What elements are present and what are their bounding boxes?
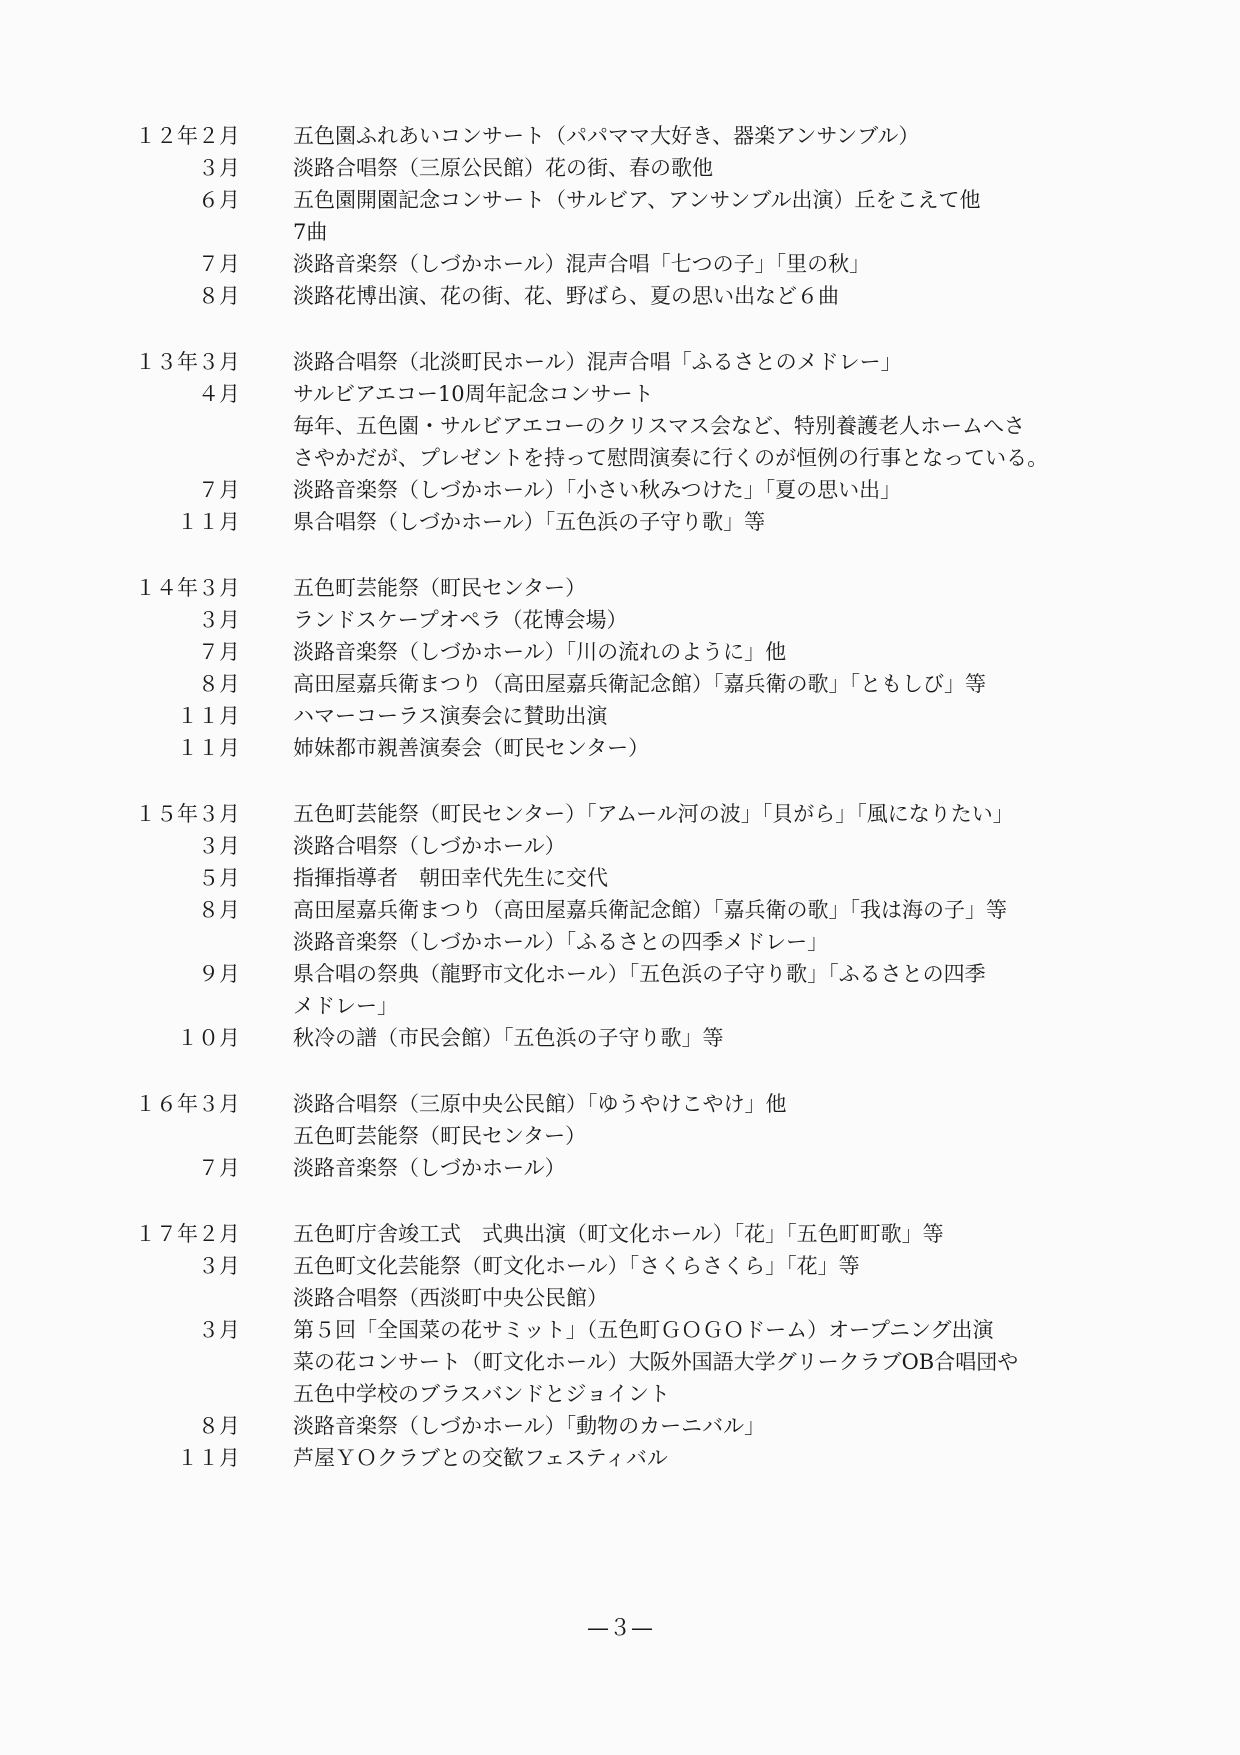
entry-text: 県合唱の祭典（龍野市文化ホール）「五色浜の子守り歌」「ふるさとの四季 — [293, 962, 986, 986]
entry-date: １４年３月 — [135, 576, 240, 600]
chronology-row — [0, 604, 1240, 636]
entry-text: 淡路音楽祭（しづかホール）「川の流れのように」他 — [293, 640, 787, 664]
entry-date: ３月 — [198, 1254, 240, 1278]
chronology-row — [0, 990, 1240, 1022]
entry-date: ９月 — [198, 962, 240, 986]
entry-date: １５年３月 — [135, 802, 240, 826]
entry-text: ハマーコーラス演奏会に賛助出演 — [293, 704, 608, 728]
entry-text: さやかだが、プレゼントを持って慰問演奏に行くのが恒例の行事となっている。 — [293, 446, 1049, 470]
entry-text: 高田屋嘉兵衛まつり（高田屋嘉兵衛記念館）「嘉兵衛の歌」「我は海の子」等 — [293, 898, 1007, 922]
entry-date: ７月 — [198, 478, 240, 502]
chronology-row — [0, 862, 1240, 894]
chronology-row — [0, 636, 1240, 668]
entry-date: ３月 — [198, 1318, 240, 1342]
chronology-row — [0, 378, 1240, 410]
entry-text: 淡路音楽祭（しづかホール）「ふるさとの四季メドレー」 — [293, 930, 829, 954]
entry-text: 秋冷の譜（市民会館）「五色浜の子守り歌」等 — [293, 1026, 724, 1050]
chronology-row — [0, 1120, 1240, 1152]
entry-date: ８月 — [198, 1414, 240, 1438]
entry-text: 淡路合唱祭（しづかホール） — [293, 834, 566, 858]
chronology-row — [0, 798, 1240, 830]
entry-text: 7曲 — [293, 220, 328, 244]
entry-date: ４月 — [198, 382, 240, 406]
entry-text: 淡路音楽祭（しづかホール）混声合唱「七つの子」「里の秋」 — [293, 252, 871, 276]
chronology-row — [0, 120, 1240, 152]
entry-text: 淡路音楽祭（しづかホール）「動物のカーニバル」 — [293, 1414, 766, 1438]
chronology-row — [0, 474, 1240, 506]
chronology-row — [0, 184, 1240, 216]
chronology-row — [0, 926, 1240, 958]
entry-date: １３年３月 — [135, 350, 240, 374]
chronology-row — [0, 216, 1240, 248]
entry-text: 五色町芸能祭（町民センター）「アムール河の波」「貝がら」「風になりたい」 — [293, 802, 1014, 826]
entry-date: ７月 — [198, 252, 240, 276]
entry-text: 五色園開園記念コンサート（サルビア、アンサンブル出演）丘をこえて他 — [293, 188, 981, 212]
entry-text: 淡路合唱祭（三原中央公民館）「ゆうやけこやけ」他 — [293, 1092, 787, 1116]
entry-date: ７月 — [198, 640, 240, 664]
entry-date: １７年２月 — [135, 1222, 240, 1246]
chronology-row — [0, 1410, 1240, 1442]
chronology-row — [0, 668, 1240, 700]
entry-text: 淡路合唱祭（西淡町中央公民館） — [293, 1286, 608, 1310]
entry-date: ８月 — [198, 284, 240, 308]
chronology-row — [0, 732, 1240, 764]
entry-text: 五色中学校のブラスバンドとジョイント — [293, 1382, 670, 1406]
entry-date: １１月 — [177, 704, 240, 728]
entry-date: ７月 — [198, 1156, 240, 1180]
entry-text: 第５回「全国菜の花サミット」（五色町ＧＯＧＯドーム）オープニング出演 — [293, 1318, 994, 1342]
chronology-row — [0, 442, 1240, 474]
entry-text: 淡路花博出演、花の街、花、野ばら、夏の思い出など６曲 — [293, 284, 839, 308]
entry-date: １６年３月 — [135, 1092, 240, 1116]
entry-text: 姉妹都市親善演奏会（町民センター） — [293, 736, 650, 760]
chronology-row — [0, 248, 1240, 280]
entry-text: 淡路音楽祭（しづかホール）「小さい秋みつけた」「夏の思い出」 — [293, 478, 902, 502]
entry-text: 五色町芸能祭（町民センター） — [293, 1124, 587, 1148]
chronology-row — [0, 1346, 1240, 1378]
entry-text: ランドスケープオペラ（花博会場） — [293, 608, 628, 632]
entry-date: １１月 — [177, 1446, 240, 1470]
entry-text: 淡路合唱祭（北淡町民ホール）混声合唱「ふるさとのメドレー」 — [293, 350, 902, 374]
chronology-row — [0, 410, 1240, 442]
entry-date: ８月 — [198, 898, 240, 922]
chronology-row — [0, 894, 1240, 926]
entry-text: 五色町庁舎竣工式 式典出演（町文化ホール）「花」「五色町町歌」等 — [293, 1222, 944, 1246]
chronology-row — [0, 280, 1240, 312]
entry-text: 菜の花コンサート（町文化ホール）大阪外国語大学グリークラブOB合唱団や — [293, 1350, 1019, 1374]
chronology-row — [0, 572, 1240, 604]
chronology-row — [0, 1088, 1240, 1120]
entry-date: ６月 — [198, 188, 240, 212]
entry-date: １１月 — [177, 736, 240, 760]
entry-date: ３月 — [198, 156, 240, 180]
chronology-row — [0, 1378, 1240, 1410]
chronology-row — [0, 830, 1240, 862]
entry-text: 五色町文化芸能祭（町文化ホール）「さくらさくら」「花」等 — [293, 1254, 860, 1278]
chronology-row — [0, 1250, 1240, 1282]
entry-date: ３月 — [198, 834, 240, 858]
chronology-row — [0, 506, 1240, 538]
entry-date: １０月 — [177, 1026, 240, 1050]
entry-text: 五色園ふれあいコンサート（パパママ大好き、器楽アンサンブル） — [293, 124, 920, 148]
entry-text: サルビアエコー10周年記念コンサート — [293, 382, 654, 406]
chronology-row — [0, 1442, 1240, 1474]
entry-text: 高田屋嘉兵衛まつり（高田屋嘉兵衛記念館）「嘉兵衛の歌」「ともしび」等 — [293, 672, 986, 696]
entry-text: 県合唱祭（しづかホール）「五色浜の子守り歌」等 — [293, 510, 766, 534]
chronology-row — [0, 1218, 1240, 1250]
chronology-row — [0, 152, 1240, 184]
entry-text: メドレー」 — [293, 994, 398, 1018]
entry-text: 芦屋ＹＯクラブとの交歓フェスティバル — [293, 1446, 668, 1470]
entry-date: １１月 — [177, 510, 240, 534]
entry-text: 五色町芸能祭（町民センター） — [293, 576, 587, 600]
entry-text: 淡路音楽祭（しづかホール） — [293, 1156, 566, 1180]
entry-text: 毎年、五色園・サルビアエコーのクリスマス会など、特別養護老人ホームへさ — [293, 414, 1026, 438]
chronology-row — [0, 1022, 1240, 1054]
entry-text: 淡路合唱祭（三原公民館）花の街、春の歌他 — [293, 156, 713, 180]
entry-date: １２年２月 — [135, 124, 240, 148]
chronology-row — [0, 1152, 1240, 1184]
entry-date: ８月 — [198, 672, 240, 696]
chronology-row — [0, 346, 1240, 378]
entry-date: ３月 — [198, 608, 240, 632]
entry-date: ５月 — [198, 866, 240, 890]
page-number: —３— — [586, 1616, 653, 1641]
entry-text: 指揮指導者 朝田幸代先生に交代 — [293, 866, 608, 890]
chronology-row — [0, 1314, 1240, 1346]
chronology-row — [0, 1282, 1240, 1314]
chronology-row — [0, 700, 1240, 732]
chronology-row — [0, 958, 1240, 990]
